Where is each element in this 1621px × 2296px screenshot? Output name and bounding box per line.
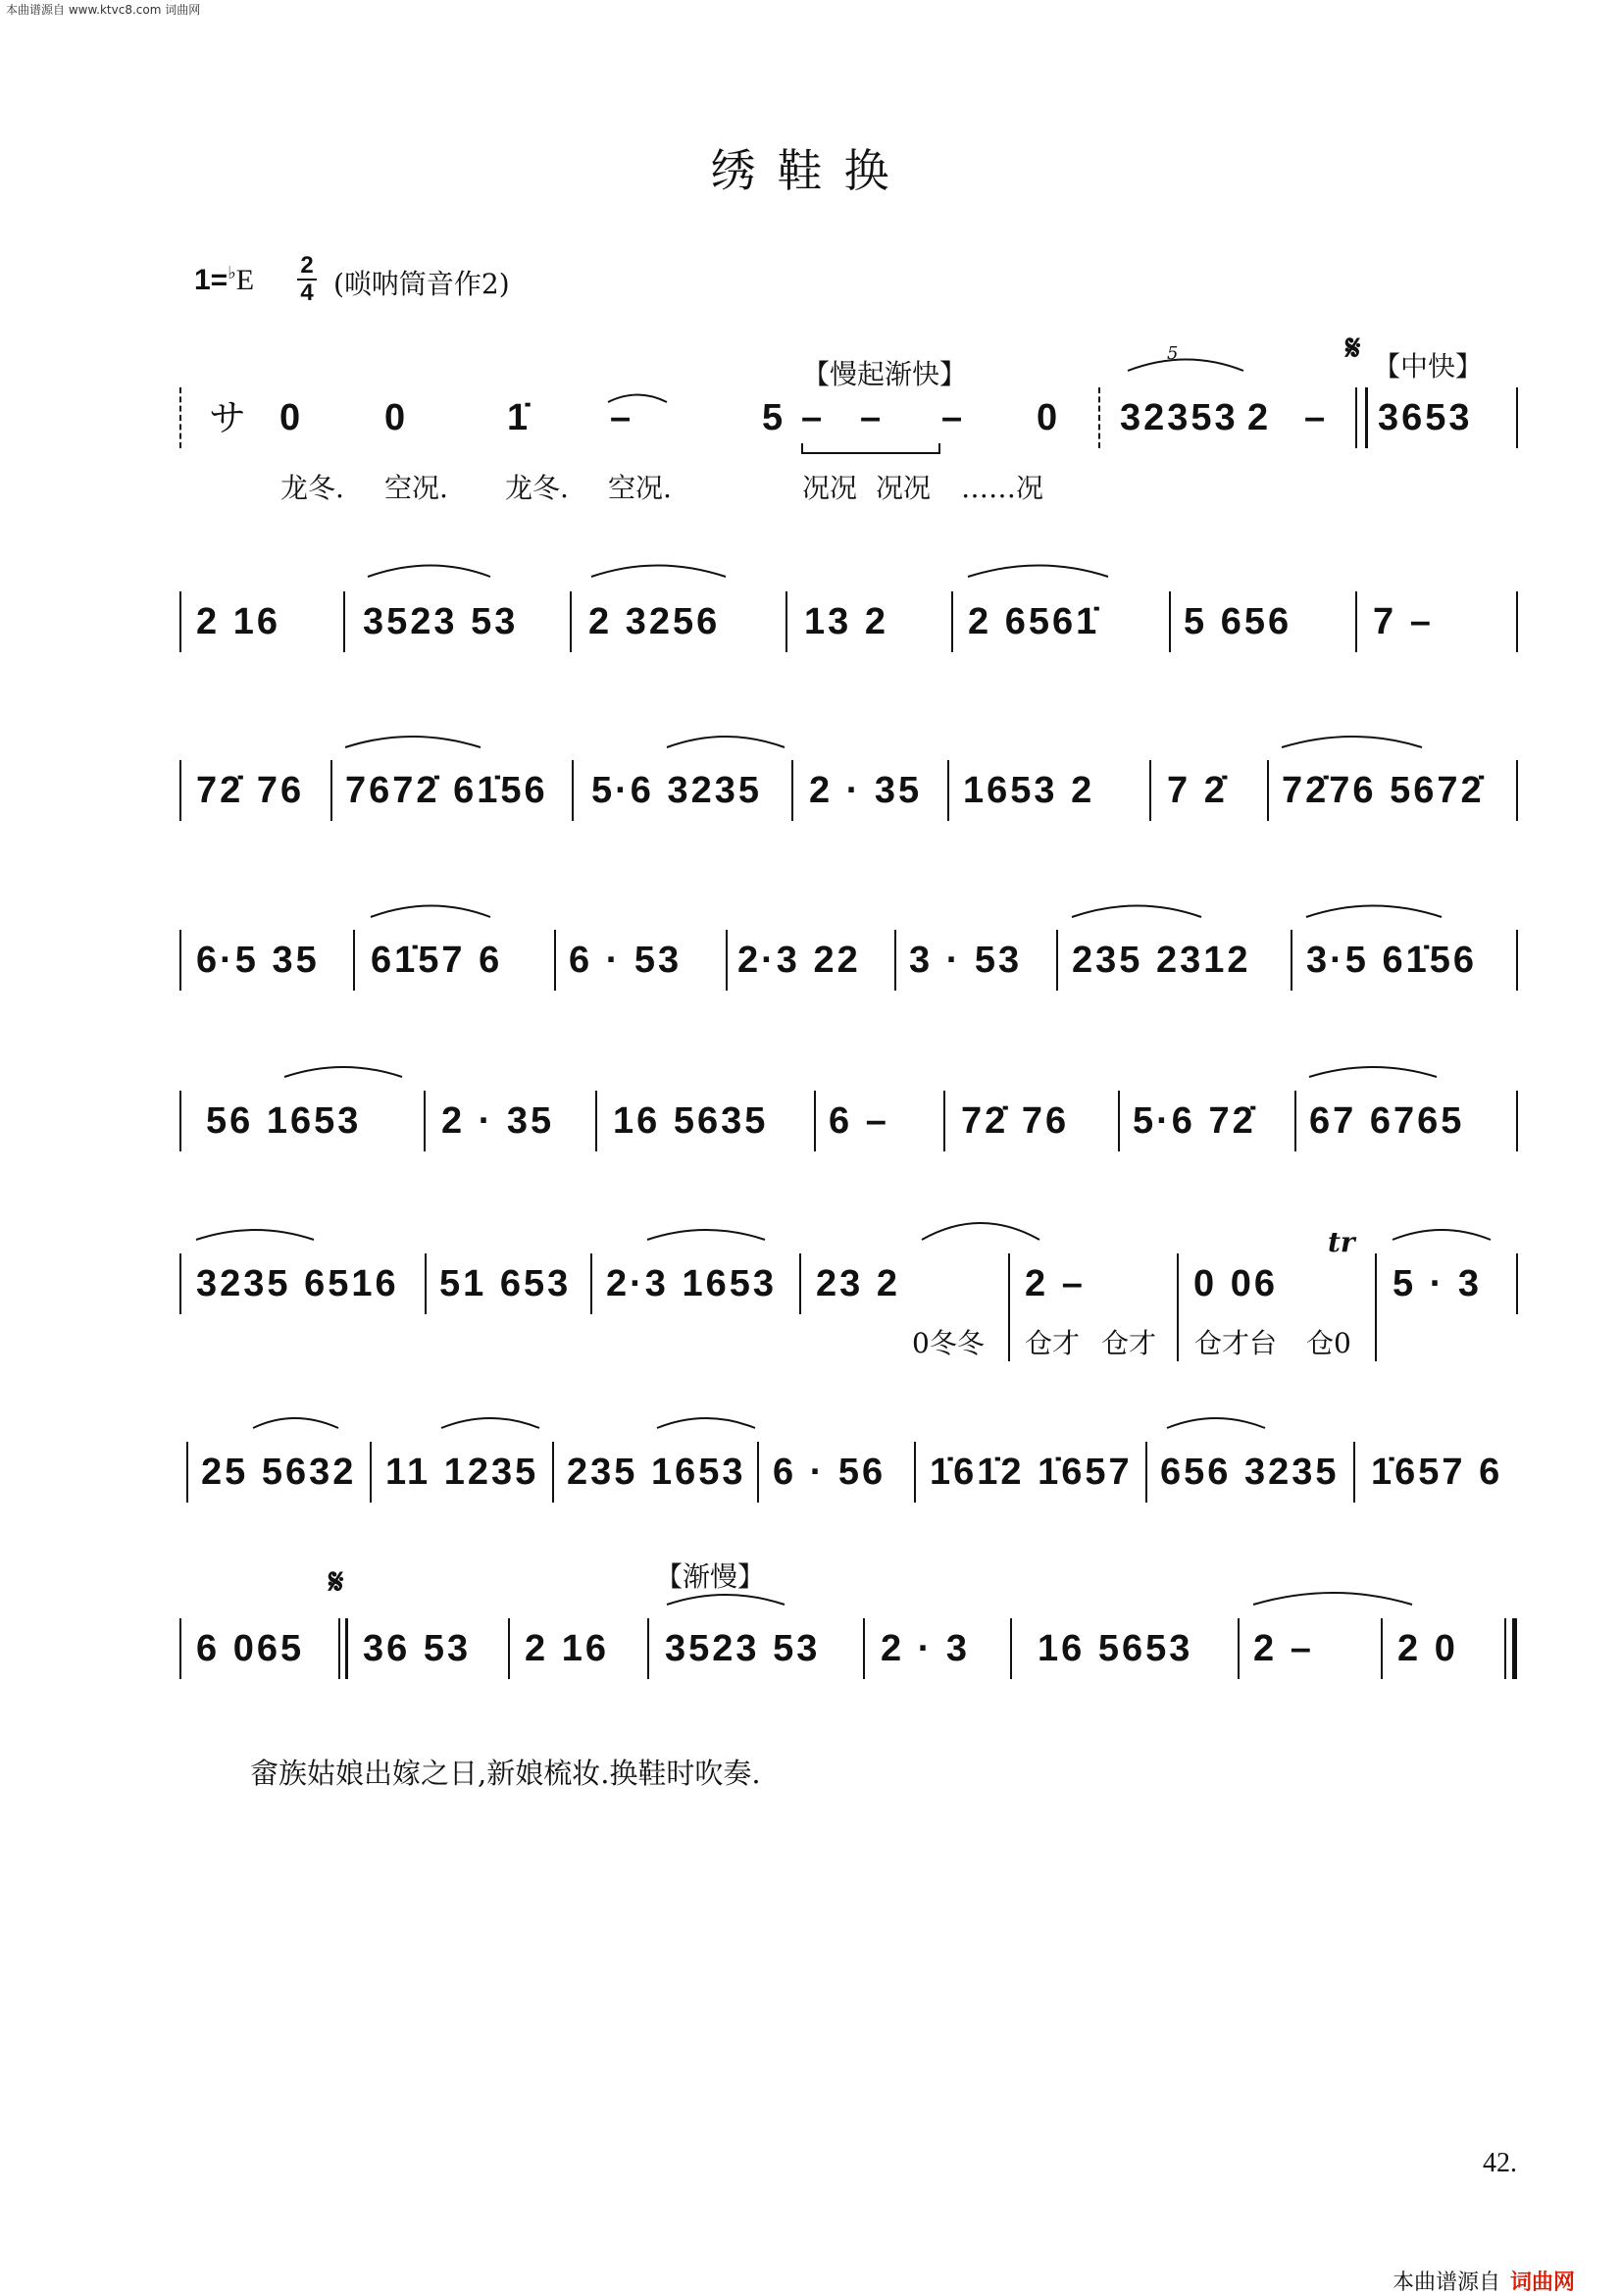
note: 0 <box>1037 397 1061 438</box>
measure: 2 16 <box>196 601 280 642</box>
note: – <box>801 397 826 438</box>
note: 32353 <box>1120 397 1239 438</box>
note: – <box>610 397 634 438</box>
percussion-syllable: 况况 <box>802 472 858 504</box>
measure: 1̇61̇2 1̇657 <box>930 1452 1133 1493</box>
percussion-syllable: ……况 <box>961 472 1044 504</box>
measure: 3235 6516 <box>196 1263 399 1304</box>
percussion-syllable: 空况. <box>608 472 672 504</box>
segno-icon: 𝄋 <box>1345 328 1361 369</box>
free-tempo-mark: サ <box>209 396 250 439</box>
tempo-marker: 【中快】 <box>1373 350 1484 383</box>
trill-mark: tr <box>1328 1226 1355 1258</box>
measure: 72̇ 76 <box>196 770 305 811</box>
time-denominator: 4 <box>300 280 314 306</box>
measure: 67 6765 <box>1309 1100 1465 1142</box>
measure: 5 656 <box>1184 601 1292 642</box>
time-numerator: 2 <box>300 252 314 279</box>
measure: 25 5632 <box>201 1452 357 1493</box>
page-number: 42. <box>1483 2148 1517 2178</box>
measure: 1653 2 <box>963 770 1095 811</box>
measure: 72̇76 5672̇ <box>1282 770 1485 811</box>
percussion-syllable: 0冬冬 <box>912 1327 985 1359</box>
caption: 畲族姑娘出嫁之日,新娘梳妆.换鞋时吹奏. <box>250 1757 761 1790</box>
measure: 2 3256 <box>588 601 721 642</box>
measure: 3·5 61̇56 <box>1306 940 1478 981</box>
note: 2 <box>1247 397 1272 438</box>
measure: 0 06 <box>1193 1263 1278 1304</box>
measure: 7672̇ 61̇56 <box>345 770 548 811</box>
watermark-top: 本曲谱源自 www.ktvc8.com 词曲网 <box>6 3 201 17</box>
note: 0 <box>384 397 409 438</box>
measure: 72̇ 76 <box>961 1100 1070 1142</box>
measure: 3523 53 <box>363 601 519 642</box>
tuplet-number: 5 <box>1167 343 1179 364</box>
watermark-brand <box>1393 2266 1575 2296</box>
measure: 2·3 1653 <box>606 1263 778 1304</box>
measure: 656 3235 <box>1160 1452 1340 1493</box>
note: – <box>860 397 885 438</box>
note: 1̇ <box>507 397 532 438</box>
measure: 3523 53 <box>665 1628 821 1669</box>
percussion-syllable: 龙冬. <box>280 472 344 504</box>
watermark-brand-text: 本曲谱源自 <box>1393 2270 1501 2295</box>
percussion-syllable: 仓才台 <box>1194 1327 1278 1359</box>
measure: 5·6 3235 <box>591 770 763 811</box>
measure: 23 2 <box>816 1263 900 1304</box>
tempo-marker: 【渐慢】 <box>655 1560 766 1593</box>
measure: 13 2 <box>804 601 888 642</box>
measure: 3 · 53 <box>909 940 1023 981</box>
percussion-syllable: 仓才 <box>1025 1327 1081 1359</box>
measure: 2 6561̇ <box>968 601 1100 642</box>
percussion-syllable: 仓0 <box>1306 1327 1351 1359</box>
instrument-note: (唢呐筒音作2) <box>333 268 510 300</box>
note: 0 <box>279 397 304 438</box>
watermark-brand-red: 词曲网 <box>1510 2270 1576 2295</box>
measure: 56 1653 <box>206 1100 362 1142</box>
measure: 235 1653 <box>567 1452 746 1493</box>
measure: 6 · 56 <box>773 1452 886 1493</box>
measure: 2 · 35 <box>441 1100 555 1142</box>
measure: 11 1235 <box>385 1452 539 1493</box>
note: 3653 <box>1378 397 1473 438</box>
measure: 2 · 3 <box>881 1628 971 1669</box>
percussion-syllable: 况况 <box>876 472 932 504</box>
measure: 5 · 3 <box>1393 1263 1483 1304</box>
measure: 6 · 53 <box>569 940 683 981</box>
measure: 2 – <box>1253 1628 1314 1669</box>
measure: 2 16 <box>525 1628 609 1669</box>
flat-sign: ♭ <box>228 263 236 282</box>
measure: 1̇657 6 <box>1371 1452 1503 1493</box>
measure: 2 – <box>1025 1263 1086 1304</box>
measure: 235 2312 <box>1072 940 1251 981</box>
percussion-syllable: 空况. <box>384 472 448 504</box>
key-prefix: 1= <box>194 264 228 296</box>
segno-icon: 𝄋 <box>329 1561 344 1603</box>
measure: 36 53 <box>363 1628 472 1669</box>
measure: 51 653 <box>439 1263 572 1304</box>
percussion-syllable: 仓才 <box>1101 1327 1157 1359</box>
measure: 16 5653 <box>1038 1628 1193 1669</box>
song-title: 绣鞋换 <box>710 144 911 197</box>
percussion-syllable: 龙冬. <box>505 472 569 504</box>
measure: 6 065 <box>196 1628 305 1669</box>
measure: 6·5 35 <box>196 940 320 981</box>
measure: 2 0 <box>1397 1628 1458 1669</box>
measure: 61̇57 6 <box>371 940 503 981</box>
tempo-marker: 【慢起渐快】 <box>802 358 968 390</box>
measure: 6 – <box>829 1100 889 1142</box>
note: – <box>1304 397 1329 438</box>
measure: 5·6 72̇ <box>1133 1100 1256 1142</box>
measure: 16 5635 <box>613 1100 769 1142</box>
key-letter: E <box>235 264 255 296</box>
note: 5 <box>762 397 786 438</box>
measure: 7 2̇ <box>1167 770 1228 811</box>
measure: 7 – <box>1373 601 1434 642</box>
note: – <box>941 397 966 438</box>
measure: 2 · 35 <box>809 770 923 811</box>
measure: 2·3 22 <box>737 940 861 981</box>
